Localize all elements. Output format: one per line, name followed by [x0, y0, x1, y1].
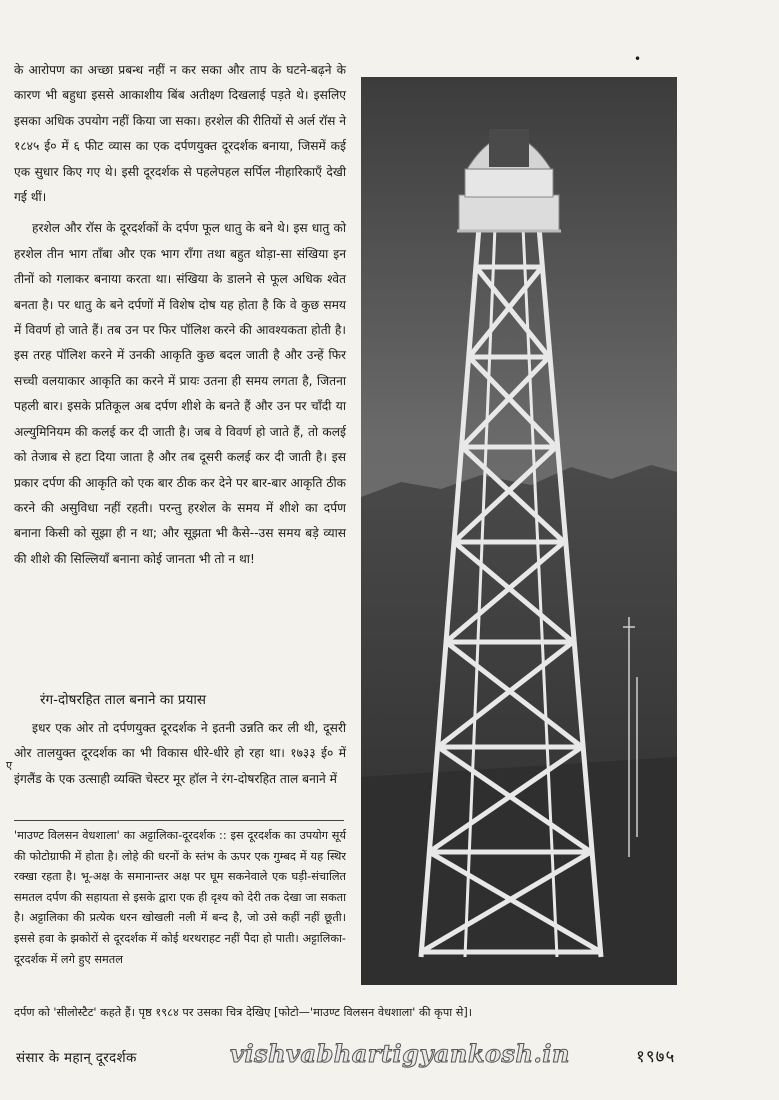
running-footer-title: संसार के महान् दूरदर्शक	[16, 1050, 137, 1066]
top-margin-mark: •	[634, 52, 642, 66]
website-watermark: vishvabhartigyankosh.in	[230, 1039, 570, 1068]
paragraph-mirror-metal: हरशेल और रॉस के दूरदर्शकों के दर्पण फूल धातु के बने थे। इस धातु को हरशेल तीन भाग ताँबा और एक भाग राँगा तथा बहुत थोड़ा-सा संखिया इन तीनों को गलाकर बनाया करता था। संखिया के डालने से फूल अधिक श्वेत बनता है। पर धातु के बने दर्पणों में विशेष दोष यह होता है कि वे कुछ समय में विवर्ण हो जाते हैं। तब उन पर फिर पॉलिश करने की आवश्यकता होती है। इस तरह पॉलिश करने में उनकी आकृति कुछ बदल जाती है और उन्हें फिर सच्ची वलयाकार आकृति का करने में प्रायः उतना ही समय लगता है, जितना पहली बार। इसके प्रतिकूल अब दर्पण शीशे के बनते हैं और उन पर चाँदी या अल्युमिनियम की कलई कर दी जाती है। जब वे विवर्ण हो जाते हैं, तो कलई को तेजाब से हटा दिया जाता है और तब दूसरी कलई कर दी जाती है। इस प्रकार दर्पण की आकृति को एक बार ठीक कर देने पर बार-बार आकृति ठीक करने की असुविधा नहीं रहती। परन्तु हरशेल के समय में शीशे का दर्पण बनाना किसी को सूझा ही न था; और सूझता भी कैसे--उस समय बड़े व्यास की शीशे की सिल्लियाँ बनाना कोई जानता भी तो न था!	[14, 221, 346, 566]
paragraph-refractor: इधर एक ओर तो दर्पणयुक्त दूरदर्शक ने इतनी उन्नति कर ली थी, दूसरी ओर तालयुक्त दूरदर्शक का भी विकास धीरे-धीरे हो रहा था। १७३३ ई० में इंगलैंड के एक उत्साही व्यक्ति चेस्टर मूर हॉल ने रंग-दोषरहित ताल बनाने में	[14, 721, 346, 786]
body-text-column	[14, 58, 346, 572]
tower-illustration	[361, 77, 677, 985]
caption-divider	[14, 820, 344, 821]
section-heading: रंग-दोषरहित ताल बनाने का प्रयास	[40, 692, 207, 708]
photo-caption: 'माउण्ट विलसन वेधशाला' का अट्टालिका-दूरदर्शक :: इस दूरदर्शक का उपयोग सूर्य की फोटोग्राफी में होता है। लोहे की धरनों के स्तंभ के ऊपर एक गुम्बद में यह स्थिर रक्खा रहता है। भू-अक्ष के समानान्तर अक्ष पर घूम सकनेवाले एक घड़ी-संचालित समतल दर्पण की सहायता से इसके द्वारा एक ही दृश्य को देरी तक देखा जा सकता है। अट्टालिका की प्रत्येक धरन खोखली नली में बन्द है, जो उसे कहीं नहीं छूती। इससे हवा के झकोरों से दूरदर्शक में कोई थरथराहट नहीं पैदा हो पाती। अट्टालिका-दूरदर्शक में लगे हुए समतल	[14, 829, 346, 966]
page-number: १९७५	[636, 1047, 676, 1067]
margin-edge-mark: ए	[6, 759, 13, 772]
body-text-continued	[14, 716, 346, 792]
paragraph-intro: के आरोपण का अच्छा प्रबन्ध नहीं न कर सका और ताप के घटने-बढ़ने के कारण भी बहुधा इससे आकाशीय बिंब अतीक्ष्ण दिखलाई पड़ते थे। इसलिए इसका अधिक उपयोग नहीं किया जा सका। हरशेल की रीतियों से अर्ल रॉस ने १८४५ ई० में ६ फीट व्यास का एक दर्पणयुक्त दूरदर्शक बनाया, जिसमें कई एक सुधार किए गए थे। इसी दूरदर्शक से पहलेपहल सर्पिल नीहारिकाएँ देखी गई थीं।	[14, 63, 346, 205]
tower-telescope-photo	[361, 77, 677, 985]
photo-caption-last-line: दर्पण को 'सीलोस्टैट' कहते हैं। पृष्ठ १९८४ पर उसका चित्र देखिए [फोटो—'माउण्ट विलसन वेधशाला' की कृपा से]।	[14, 1006, 473, 1019]
